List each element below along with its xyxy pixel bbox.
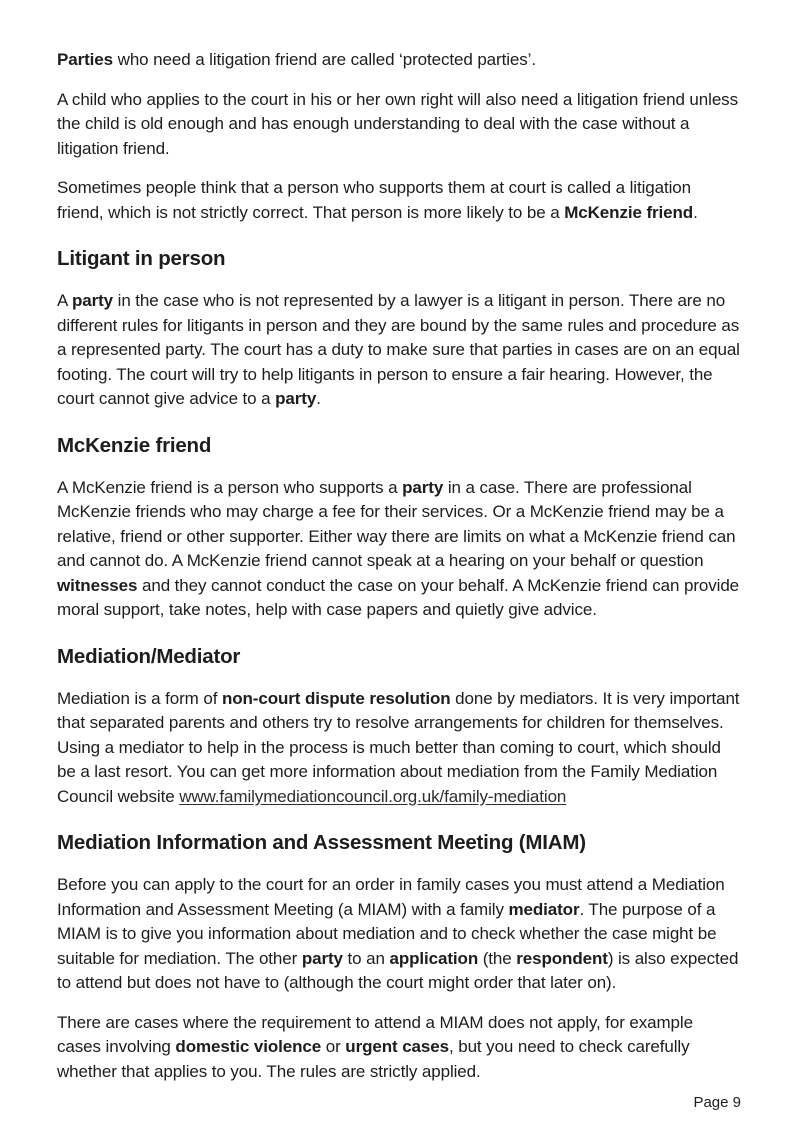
text-run: . — [693, 202, 698, 222]
bold-term: respondent — [516, 948, 608, 968]
text-run: Sometimes people think that a person who supports them at court is called a litigation friend, which is not strictly correct. That person is more likely to be a — [57, 178, 691, 222]
page-number: Page 9 — [693, 1094, 741, 1111]
text-run: McKenzie friend — [57, 433, 212, 457]
page-footer — [693, 1094, 741, 1112]
bold-term: party — [71, 291, 114, 310]
family-mediation-council-link[interactable]: www.familymediationcouncil.org.uk/family-mediation — [179, 786, 567, 806]
text-run: Mediation/Mediator — [57, 644, 241, 668]
bold-term: party — [402, 477, 444, 497]
bold-term: party — [275, 389, 317, 408]
document-content — [57, 48, 741, 1099]
paragraph — [57, 476, 741, 623]
section-heading — [57, 644, 741, 670]
bold-term: Parties — [57, 50, 114, 69]
text-run: There are cases where the requirement to attend a MIAM does not apply, for example cases involving — [57, 1012, 693, 1056]
paragraph — [57, 289, 741, 412]
bold-term: application — [389, 948, 479, 968]
bold-term: domestic violence — [175, 1037, 322, 1056]
bold-term: witnesses — [57, 575, 138, 595]
bold-term: urgent cases — [345, 1037, 449, 1056]
text-run: , but you need to check carefully whether that applies to you. The rules are strictly applied. — [57, 1037, 690, 1081]
text-run: Litigant in person — [57, 247, 226, 270]
text-run: Mediation is a form of — [57, 688, 222, 708]
text-run: ) is also expected to attend but does not have to (although the court might order that later on). — [57, 948, 739, 992]
text-run: in the case who is not represented by a lawyer is a litigant in person. There are no different rules for litigants in person and they are bound by the same rules and procedure as a represented party. The court has a duty to make sure that parties in cases are on an equal footing. The court will try to help litigants in person to ensure a fair hearing. However, the court cannot give advice to a — [57, 291, 740, 408]
paragraph — [57, 687, 741, 810]
text-run: to an — [342, 948, 390, 968]
text-run: . — [316, 389, 321, 408]
section-heading — [57, 246, 741, 272]
text-run: A child who applies to the court in his or her own right will also need a litigation friend unless the child is old enough and has enough understanding to deal with the case without a litigation friend. — [57, 89, 738, 158]
bold-term: party — [301, 948, 343, 968]
text-run: A — [57, 291, 72, 310]
bold-term: McKenzie friend — [564, 202, 694, 222]
text-run: Mediation Information and Assessment Meeting (MIAM) — [57, 831, 586, 854]
text-run: and they cannot conduct the case on your behalf. A McKenzie friend can provide moral support, take notes, help with case papers and quietly give advice. — [57, 575, 740, 619]
text-run: who need a litigation friend are called ‘protected parties’. — [113, 50, 536, 69]
paragraph — [57, 873, 741, 996]
text-run: or — [321, 1037, 346, 1056]
section-heading — [57, 830, 741, 856]
text-run: done by mediators. It is very important that separated parents and others try to resolve arrangements for children for themselves. Using a mediator to help in the process is much better than coming to court, which should be a last resort. You can get more information about mediation from the Family Mediation Council website — [57, 688, 740, 806]
paragraph — [57, 88, 741, 162]
text-run: (the — [478, 948, 517, 968]
text-run: in a case. There are professional McKenzie friends who may charge a fee for their services. Or a McKenzie friend may be a relative, friend or other supporter. Either way there are limits on what a McKenzie friend can and cannot do. A McKenzie friend cannot speak at a hearing on your behalf or question — [57, 477, 736, 570]
bold-term: non-court dispute resolution — [221, 688, 451, 708]
paragraph — [57, 176, 741, 225]
section-heading — [57, 433, 741, 459]
paragraph — [57, 1011, 741, 1085]
text-run: A McKenzie friend is a person who supports a — [57, 477, 403, 497]
text-run: Before you can apply to the court for an order in family cases you must attend a Mediation Information and Assessment Meeting (a MIAM) with a family — [57, 875, 725, 919]
text-run: . The purpose of a MIAM is to give you information about mediation and to check whether the case might be suitable for mediation. The other — [57, 899, 717, 968]
paragraph — [57, 48, 741, 73]
bold-term: mediator — [508, 899, 580, 919]
